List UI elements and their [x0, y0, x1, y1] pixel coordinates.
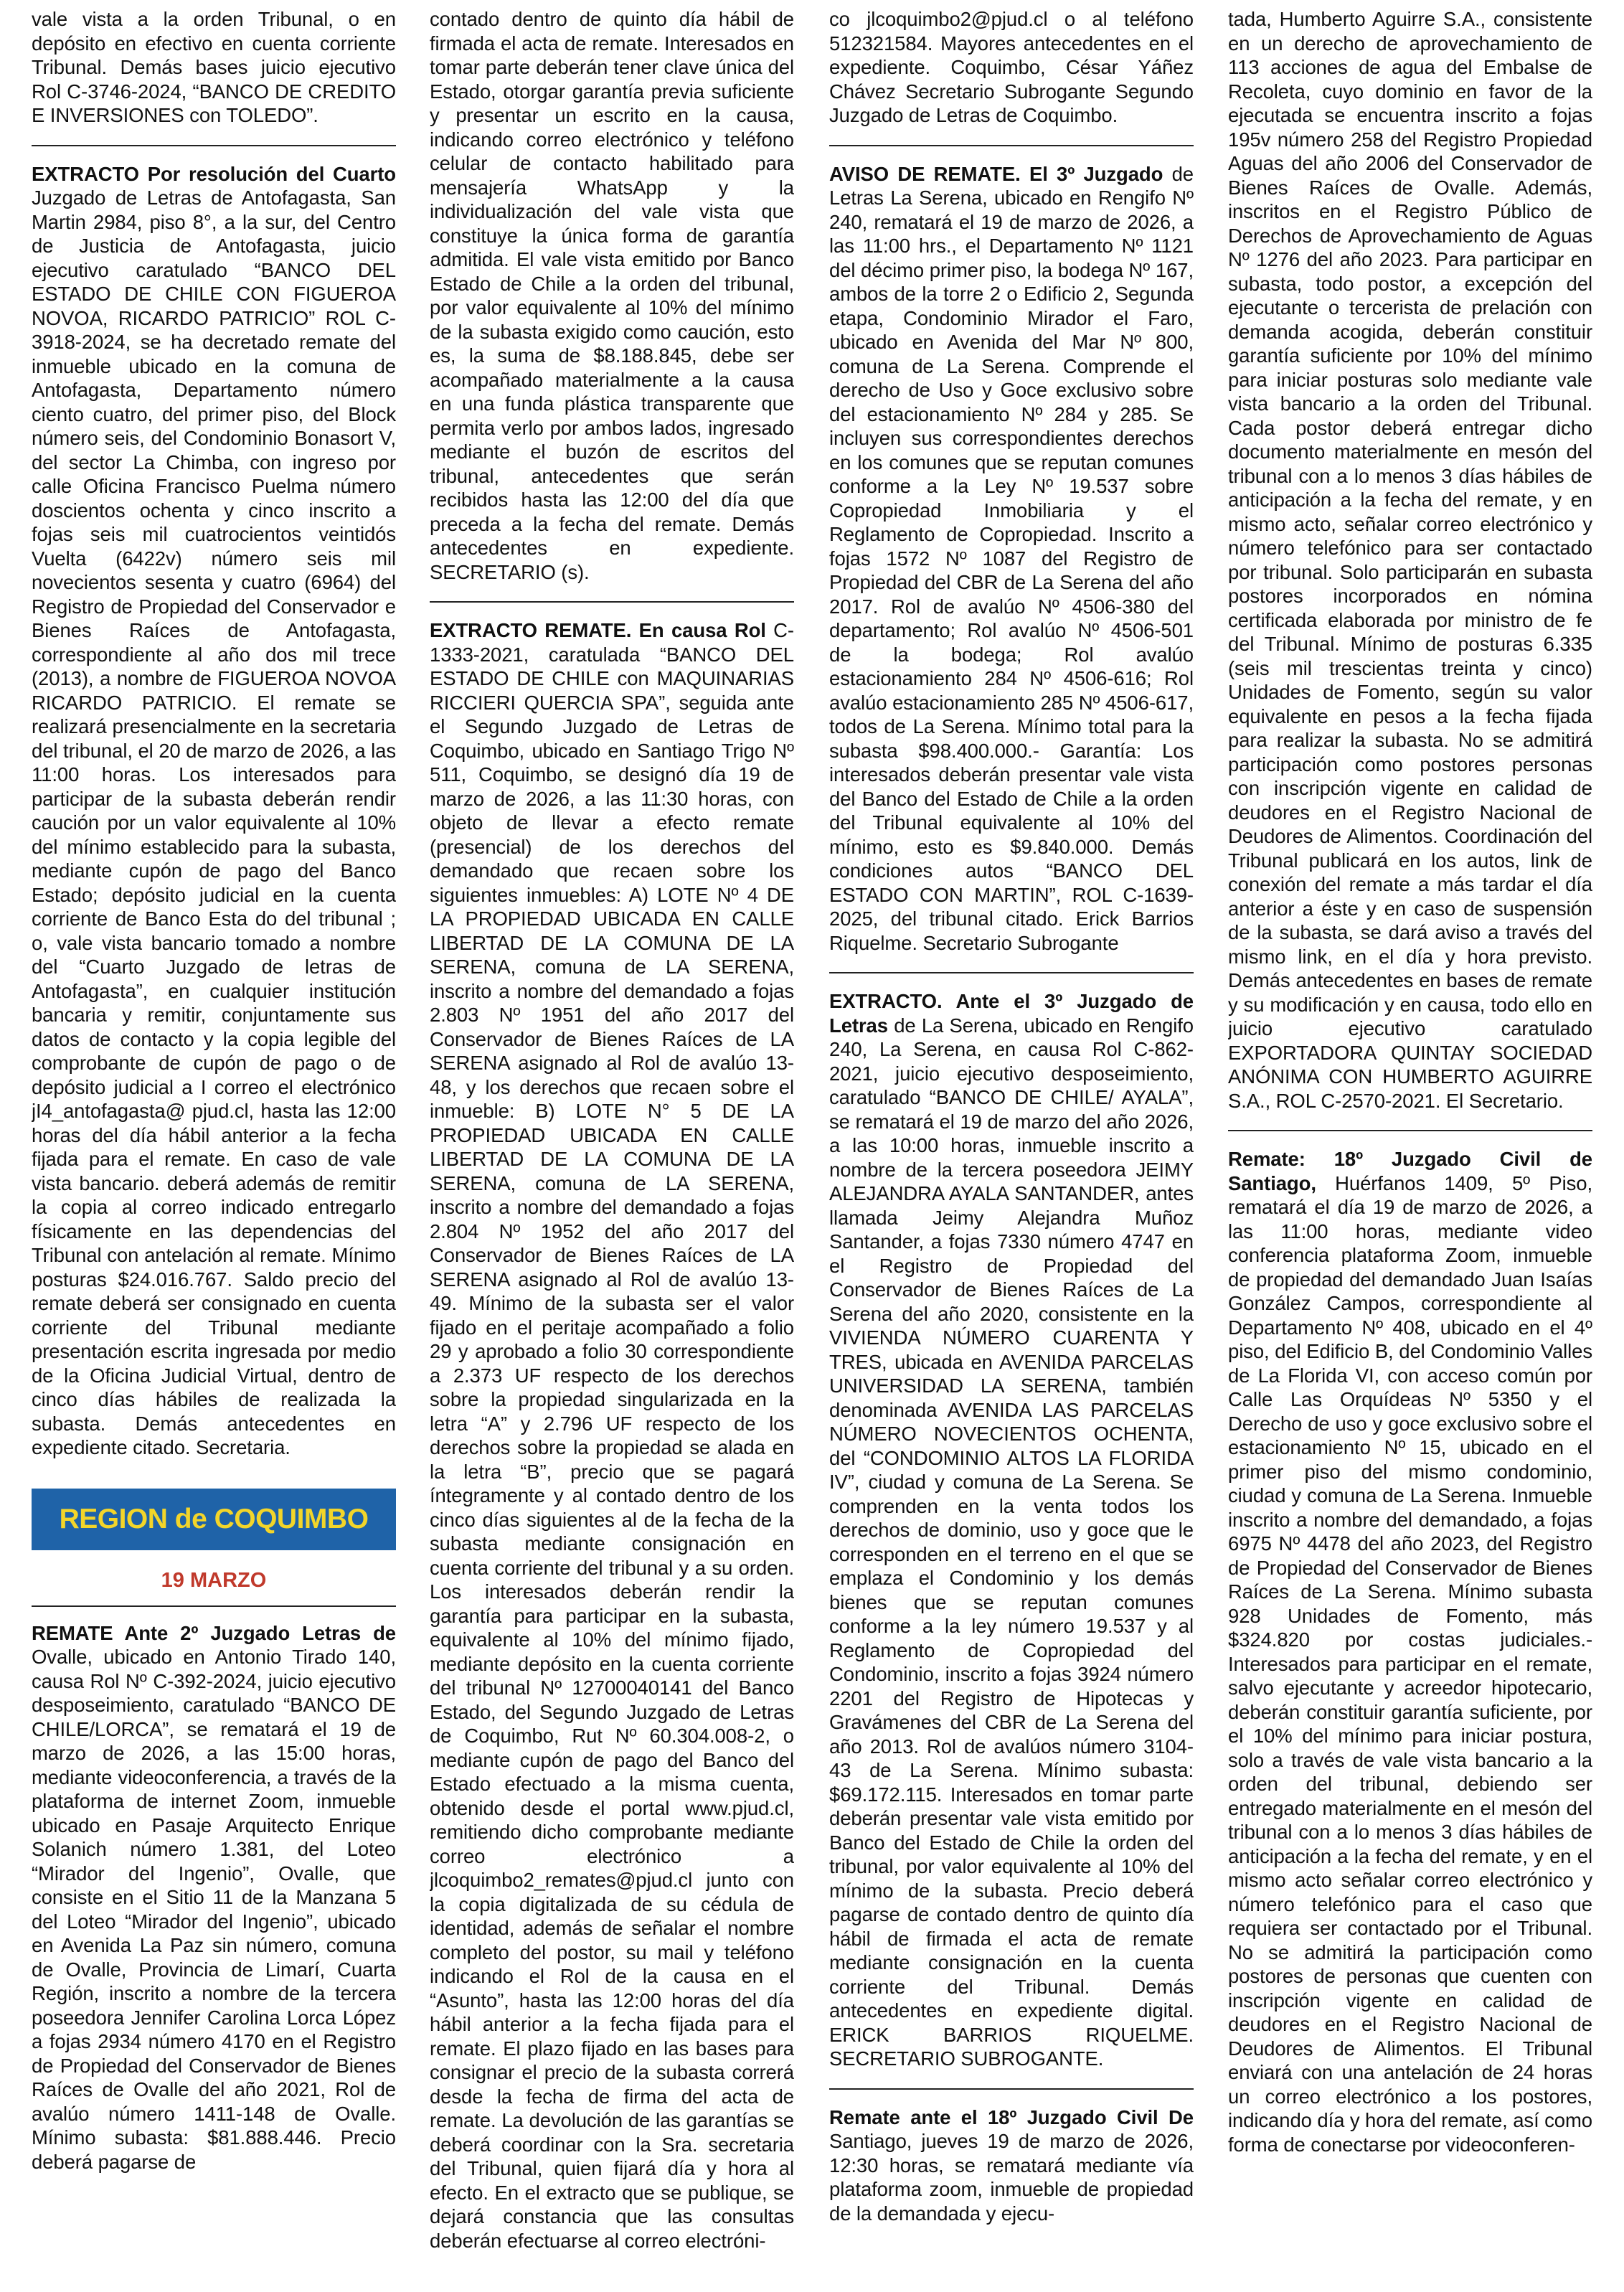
notice-title: AVISO DE REMATE. El 3º Juzgado	[829, 162, 1163, 185]
notice-body: Juzgado de Letras de Antofagasta, San Martin 2984, piso 8°, a la sur, del Centro de Justicia de Antofagasta, juicio ejecutivo caratulado “BANCO DEL ESTADO DE CHILE CON FIGUEROA NOVOA, RICARDO PATRICIO” ROL C-3918-2024, se ha decretado remate del inmueble ubicado en la comuna de Antofagasta, Departamento número ciento cuatro, del primer piso, del Block número seis, del Condominio Bonasort V, del sector La Chimba, con ingreso por calle Oficina Francisco Puelma número doscientos ochenta y cinco inscrito a fojas seis mil cuatrocientos veintidós Vuelta (6422v) número seis mil novecientos sesenta y cuatro (6964) del Registro de Propiedad del Conservador e Bienes Raíces de Antofagasta, correspondiente al año dos mil trece (2013), a nombre de FIGUEROA NOVOA RICARDO PATRICIO. El remate se realizará presencialmente en la secretaria del tribunal, el 20 de marzo de 2026, a las 11:00 horas. Los interesados para participar de la subasta deberán rendir caución por un valor equivalente al 10% del mínimo establecido para la subasta, mediante cupón de pago del Banco Estado; depósito judicial en la cuenta corriente de Banco Esta do del tribunal ; o, vale vista bancario tomado a nombre del “Cuarto Juzgado de letras de Antofagasta”, en cualquier institución bancaria y remitir, conjuntamente sus datos de contacto y la copia legible del comprobante de cupón de pago o de depósito judicial a I correo el electrónico jI4_antofagasta@ pjud.cl, hasta las 12:00 horas del día hábil anterior a la fecha fijada para el remate. En caso de vale vista bancario. deberá además de remitir la copia al correo indicado entregarlo físicamente en las dependencias del Tribunal con antelación al remate. Mínimo posturas $24.016.767. Saldo precio del remate deberá ser consignado en cuenta corriente del Tribunal mediante presentación escrita ingresada por medio de la Oficina Judicial Virtual, dentro de cinco días hábiles de realizada la subasta. Demás antecedentes en expediente citado. Secretaria.	[32, 187, 396, 1458]
column-4	[1228, 7, 1592, 2288]
notice-body: C-1333-2021, caratulada “BANCO DEL ESTADO DE CHILE con MAQUINARIAS RICCIERI QUERCIA SPA”, seguida ante el Segundo Juzgado de Letras de Coquimbo, ubicado en Santiago Trigo Nº 511, Coquimbo, se designó día 19 de marzo de 2026, a las 11:30 horas, con objeto de llevar a efecto remate (presencial) de los derechos del demandado que recaen sobre los siguientes inmuebles: A) LOTE Nº 4 DE LA PROPIEDAD UBICADA EN CALLE LIBERTAD DE LA COMUNA DE LA SERENA, comuna de LA SERENA, inscrito a nombre del demandado a fojas 2.803 Nº 1951 del año 2017 del Conservador de Bienes Raíces de LA SERENA asignado al Rol de avalúo 13-48, y los derechos que recaen sobre el inmueble: B) LOTE N° 5 DE LA PROPIEDAD UBICADA EN CALLE LIBERTAD DE LA COMUNA DE LA SERENA, comuna de LA SERENA, inscrito a nombre del demandado a fojas 2.804 Nº 1952 del año 2017 del Conservador de Bienes Raíces de LA SERENA asignado al Rol de avalúo 13-49. Mínimo de la subasta ser el valor fijado en el peritaje acompañado a folio 29 y aprobado a folio 30 correspondiente a 2.373 UF respecto de los derechos sobre la propiedad singularizada en la letra “A” y 2.796 UF respecto de los derechos sobre la propiedad se alada en la letra “B”, precio que se pagará íntegramente y al contado dentro de los cinco días siguientes al de la fecha de la subasta mediante consignación en cuenta corriente del tribunal y a su orden. Los interesados deberán rendir la garantía para participar en la subasta, equivalente al 10% del mínimo fijado, mediante depósito en la cuenta corriente del tribunal Nº 12700040141 del Banco Estado, del Segundo Juzgado de Letras de Coquimbo, Rut Nº 60.304.008-2, o mediante cupón de pago del Banco del Estado efectuado a la misma cuenta, obtenido desde el portal www.pjud.cl, remitiendo dicho comprobante mediante correo electrónico a jlcoquimbo2_remates@pjud.cl junto con la copia digitalizada de su cédula de identidad, además de señalar el nombre completo del postor, su mail y teléfono indicando el Rol de la causa en el “Asunto”, hasta las 12:00 horas del día hábil anterior a la fecha fijada para el remate. El plazo fijado en las bases para consignar el precio de la subasta correrá desde la fecha de firma del acta de remate. La devolución de las garantías se deberá coordinar con la Sra. secretaria del Tribunal, quien fijará día y hora al efecto. En el extracto que se publique, se dejará constancia que las consultas deberán efectuarse al correo electróni-	[430, 619, 794, 2252]
newspaper-page	[32, 7, 1592, 2288]
notice-body: tada, Humberto Aguirre S.A., consistente en un derecho de aprovechamiento de 113 acciones de agua del Embalse de Recoleta, cuyo dominio en favor de la ejecutada se encuentra inscrito a fojas 195v número 258 del Registro Propiedad Aguas del año 2006 del Conservador de Bienes Raíces de Ovalle. Además, inscritos en el Registro Público de Derechos de Aprovechamiento de Aguas Nº 1276 del año 2023. Para participar en subasta, todo postor, a excepción del ejecutante o tercerista de prelación con demanda acogida, deberán constituir garantía suficiente por 10% del mínimo para iniciar posturas solo mediante vale vista bancario a la orden del Tribunal. Cada postor deberá entregar dicho documento materialmente en mesón del tribunal con a lo menos 3 días hábiles de anticipación a la fecha del remate, y en mismo acto, señalar correo electrónico y número telefónico para ser contactado por tribunal. Solo participarán en subasta postores incorporados en nómina certificada elaborada por ministro de fe del Tribunal. Mínimo de posturas 6.335 (seis mil trescientas treinta y cinco) Unidades de Fomento, según su valor equivalente en pesos a la fecha fijada para realizar la subasta. No se admitirá participación como postores personas con inscripción vigente en calidad de deudores en el Registro Nacional de Deudores de Alimentos. Coordinación del Tribunal publicará en los autos, link de conexión del remate a más tardar el día anterior a éste y en caso de suspensión de la subasta, se dará aviso a través del mismo link, en el día y hora previsto. Demás antecedentes en bases de remate y su modificación y en causa, todo ello en juicio ejecutivo caratulado EXPORTADORA QUINTAY SOCIEDAD ANÓNIMA CON HUMBERTO AGUIRRE S.A., ROL C-2570-2021. El Secretario.	[1228, 8, 1592, 1112]
region-banner	[32, 1489, 396, 1550]
notice-body: de La Serena, ubicado en Rengifo 240, La Serena, en causa Rol C-862-2021, juicio ejecutivo desposeimiento, caratulado “BANCO DE CHILE/ AYALA”, se rematará el 19 de marzo del año 2026, a las 10:00 horas, inmueble inscrito a nombre de la tercera poseedora JEIMY ALEJANDRA AYALA SANTANDER, antes llamada Jeimy Alejandra Muñoz Santander, a fojas 7330 número 4747 en el Registro de Propiedad del Conservador de Bienes Raíces de La Serena del año 2020, consistente en la VIVIENDA NÚMERO CUARENTA Y TRES, ubicada en AVENIDA PARCELAS UNIVERSIDAD LA SERENA, también denominada AVENIDA LAS PARCELAS NÚMERO NOVECIENTOS OCHENTA, del “CONDOMINIO ALTOS LA FLORIDA IV”, ciudad y comuna de La Serena. Se comprenden en la venta todos los derechos de dominio, uso y goce que le corresponden en el terreno en el que se emplaza el Condominio y los demás bienes que se reputan comunes conforme a la ley número 19.537 y al Reglamento de Copropiedad del Condominio, inscrito a fojas 3924 número 2201 del Registro de Hipotecas y Gravámenes del CBR de La Serena del año 2013. Rol de avalúos número 3104-43 de La Serena. Mínimo subasta: $69.172.115. Interesados en tomar parte deberán presentar vale vista emitido por Banco del Estado de Chile la orden del tribunal, por valor equivalente al 10% del mínimo de la subasta. Precio deberá pagarse de contado dentro de quinto día hábil de firmada el acta de remate mediante consignación en la cuenta corriente del Tribunal. Demás antecedentes en expediente digital. ERICK BARRIOS RIQUELME. SECRETARIO SUBROGANTE.	[829, 1014, 1194, 2070]
notice-antofagasta-extracto	[32, 162, 396, 1460]
divider	[829, 2088, 1194, 2090]
spacer	[32, 1607, 396, 1621]
notice-body: vale vista a la orden Tribunal, o en depósito en efectivo en cuenta corriente Tribunal. Demás bases juicio ejecutivo Rol C-3746-2024, “BANCO DE CREDITO E INVERSIONES con TOLEDO”.	[32, 8, 396, 126]
notice-title: Remate: 18º Juzgado Civil de Santiago,	[1228, 1148, 1592, 1194]
notice-body: de Letras La Serena, ubicado en Rengifo Nº 240, rematará el 19 de marzo de 2026, a las 11:00 hrs., el Departamento Nº 1121 del décimo primer piso, la bodega Nº 167, ambos de la torre 2 o Edificio 2, Segunda etapa, Condominio Mirador el Faro, ubicado en Avenida del Mar Nº 800, comuna de La Serena. Comprende el derecho de Uso y Goce exclusivo sobre del estacionamiento Nº 284 y 285. Se incluyen sus correspondientes derechos en los comunes que se reputan comunes conforme a la Ley Nº 19.537 sobre Copropiedad Inmobiliaria y el Reglamento de Copropiedad. Inscrito a fojas 1572 Nº 1087 del Registro de Propiedad del CBR de La Serena del año 2017. Rol de avalúo Nº 4506-380 del departamento; Rol avalúo Nº 4506-501 de la bodega; Rol avalúo estacionamiento 284 Nº 4506-616; Rol avalúo estacionamiento 285 Nº 4506-617, todos de La Serena. Mínimo total para la subasta $98.400.000.- Garantía: Los interesados deberán presentar vale vista del Banco del Estado de Chile a la orden del Tribunal equivalente al 10% del mínimo, esto es $9.840.000. Demás condiciones autos “BANCO DEL ESTADO CON MARTIN”, ROL C-1639-2025, del tribunal citado. Erick Barrios Riquelme. Secretario Subrogante	[829, 162, 1194, 954]
divider	[430, 601, 794, 603]
divider	[32, 145, 396, 146]
notice-coquimbo-continuation	[829, 7, 1194, 128]
notice-coquimbo-extracto-remate	[430, 618, 794, 2253]
notice-body: co jlcoquimbo2@pjud.cl o al teléfono 512321584. Mayores antecedentes en el expediente. Coquimbo, César Yáñez Chávez Secretario Subrogante Segundo Juzgado de Letras de Coquimbo.	[829, 8, 1194, 126]
region-banner-title: REGION de COQUIMBO	[59, 1503, 369, 1534]
notice-title: EXTRACTO Por resolución del Cuarto	[32, 162, 396, 185]
notice-ovalle-remate	[32, 1621, 396, 2174]
divider	[1228, 1130, 1592, 1131]
notice-aguirre-continuation	[1228, 7, 1592, 1113]
column-3	[829, 7, 1194, 2288]
date-heading: 19 MARZO	[32, 1569, 396, 1607]
notice-body: contado dentro de quinto día hábil de firmada el acta de remate. Interesados en tomar parte deberán tener clave única del Estado, otorgar garantía previa suficiente y presentar un escrito en la causa, indicando correo electrónico y teléfono celular de contacto habilitado para mensajería WhatsApp y la individualización del vale vista que constituye la única forma de garantía admitida. El vale vista emitido por Banco Estado de Chile a la orden del tribunal, por valor equivalente al 10% del mínimo de la subasta exigido como caución, esto es, la suma de $8.188.845, debe ser acompañado materialmente a la causa en una funda plástica transparente que permita verlo por ambos lados, ingresado mediante el buzón de escritos del tribunal, antecedentes que serán recibidos hasta las 12:00 del día que preceda a la fecha del remate. Demás antecedentes en expediente. SECRETARIO (s).	[430, 8, 794, 583]
divider	[829, 145, 1194, 146]
notice-bci-toledo-continuation	[32, 7, 396, 128]
column-1	[32, 7, 396, 2288]
divider	[829, 972, 1194, 973]
notice-body: Huérfanos 1409, 5º Piso, rematará el día 19 de marzo de 2026, a las 11:00 horas, mediante video conferencia plataforma Zoom, inmueble de propiedad del demandado Juan Isaías González Campos, correspondiente al Departamento Nº 408, ubicado en el 4º piso, del Edificio B, del Condominio Valles de La Florida VI, con acceso común por Calle Las Orquídeas Nº 5350 y el Derecho de uso y goce exclusivo sobre el estacionamiento Nº 15, ubicado en el primer piso del mismo condominio, ciudad y comuna de La Serena. Inmueble inscrito a nombre del demandado, a fojas 6975 Nº 4478 del año 2023, del Registro de Propiedad del Conservador de Bienes Raíces de La Serena. Mínimo subasta 928 Unidades de Fomento, más $324.820 por costas judiciales.- Interesados para participar en el remate, salvo ejecutante y acreedor hipotecario, deberán constituir garantía suficiente, por el 10% del mínimo para iniciar postura, solo a través de vale vista bancario a la orden del tribunal, debiendo ser entregado materialmente en el mesón del tribunal con a lo menos 3 días hábiles de anticipación a la fecha del remate, y en el mismo acto señalar correo electrónico y número telefónico para el caso que requiera ser contactado por el Tribunal. No se admitirá la participación como postores de personas que cuenten con inscripción vigente en calidad de deudores en el Registro Nacional de Deudores de Alimentos. El Tribunal enviará con una antelación de 24 horas un correo electrónico a los postores, indicando día y hora del remate, así como forma de conectarse por videoconferen-	[1228, 1171, 1592, 2156]
notice-la-serena-extracto	[829, 989, 1194, 2071]
notice-title: EXTRACTO REMATE. En causa Rol	[430, 619, 766, 641]
notice-santiago-18-zoom	[1228, 1147, 1592, 2156]
notice-ovalle-continuation	[430, 7, 794, 584]
notice-title: EXTRACTO. Ante el 3º Juzgado de Letras	[829, 990, 1194, 1037]
column-2	[430, 7, 794, 2288]
notice-body: Ovalle, ubicado en Antonio Tirado 140, causa Rol Nº C-392-2024, juicio ejecutivo desposeimiento, caratulado “BANCO DE CHILE/LORCA”, se rematará el 19 de marzo de 2026, a las 15:00 horas, mediante videoconferencia, a través de la plataforma de internet Zoom, inmueble ubicado en Pasaje Arquitecto Enrique Solanich número 1.381, del Loteo “Mirador del Ingenio”, Ovalle, que consiste en el Sitio 11 de la Manzana 5 del Loteo “Mirador del Ingenio”, ubicado en Avenida La Paz sin número, comuna de Ovalle, Provincia de Limarí, Cuarta Región, inscrito a nombre de la tercera poseedora Jennifer Carolina Lorca López a fojas 2934 número 4170 en el Registro de Propiedad del Conservador de Bienes Raíces de Ovalle del año 2021, Rol de avalúo número 1411-148 de Ovalle. Mínimo subasta: $81.888.446. Precio deberá pagarse de	[32, 1646, 396, 2173]
notice-la-serena-aviso	[829, 162, 1194, 956]
notice-title: REMATE Ante 2º Juzgado Letras de	[32, 1621, 396, 1644]
notice-title: Remate ante el 18º Juzgado Civil De	[829, 2105, 1194, 2128]
notice-body: Santiago, jueves 19 de marzo de 2026, 12:30 horas, se rematará mediante vía plataforma zoom, inmueble de propiedad de la demandada y ejecu-	[829, 2130, 1194, 2225]
notice-santiago-18-remate	[829, 2105, 1194, 2226]
